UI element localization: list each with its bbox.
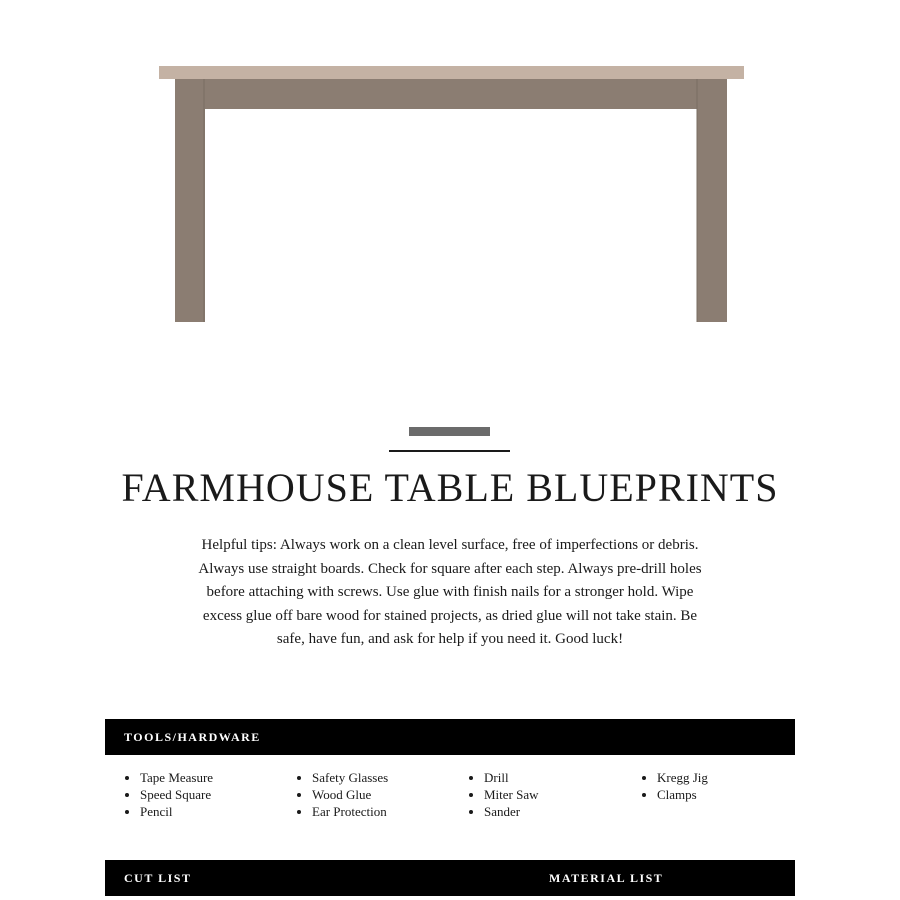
cut-list-heading: CUT LIST xyxy=(124,871,192,885)
tool-item: Drill xyxy=(467,769,539,786)
table-apron xyxy=(204,79,698,109)
decorative-divider-grey xyxy=(409,427,490,436)
tools-column-2 xyxy=(295,769,388,820)
tool-item: Sander xyxy=(467,803,539,820)
tool-item: Safety Glasses xyxy=(295,769,388,786)
tools-hardware-heading: TOOLS/HARDWARE xyxy=(124,730,261,744)
tool-item: Speed Square xyxy=(123,786,213,803)
table-illustration xyxy=(0,0,900,340)
tool-item: Pencil xyxy=(123,803,213,820)
tool-item: Ear Protection xyxy=(295,803,388,820)
cut-material-header-bar xyxy=(105,860,795,896)
page-title: FARMHOUSE TABLE BLUEPRINTS xyxy=(121,465,779,510)
tools-column-4 xyxy=(640,769,708,803)
table-left-leg xyxy=(175,79,205,322)
table-top xyxy=(159,66,744,79)
material-list-heading: MATERIAL LIST xyxy=(549,871,664,885)
tools-hardware-list xyxy=(123,769,803,829)
tools-column-3 xyxy=(467,769,539,820)
tools-hardware-header-bar xyxy=(105,719,795,755)
decorative-divider-line xyxy=(389,450,510,452)
tool-item: Kregg Jig xyxy=(640,769,708,786)
tool-item: Wood Glue xyxy=(295,786,388,803)
tool-item: Clamps xyxy=(640,786,708,803)
helpful-tips-paragraph: Helpful tips: Always work on a clean level surface, free of imperfections or debris. Always use straight boards. Check for square after each step. Always pre-drill holes before attaching with screws. Use glue with finish nails for a stronger hold. Wipe excess glue off bare wood for stained projects, as dried glue will not take stain. Be safe, have fun, and ask for help if you need it. Good luck! xyxy=(198,537,702,647)
table-right-leg xyxy=(697,79,727,322)
tool-item: Miter Saw xyxy=(467,786,539,803)
tools-column-1 xyxy=(123,769,213,820)
tool-item: Tape Measure xyxy=(123,769,213,786)
